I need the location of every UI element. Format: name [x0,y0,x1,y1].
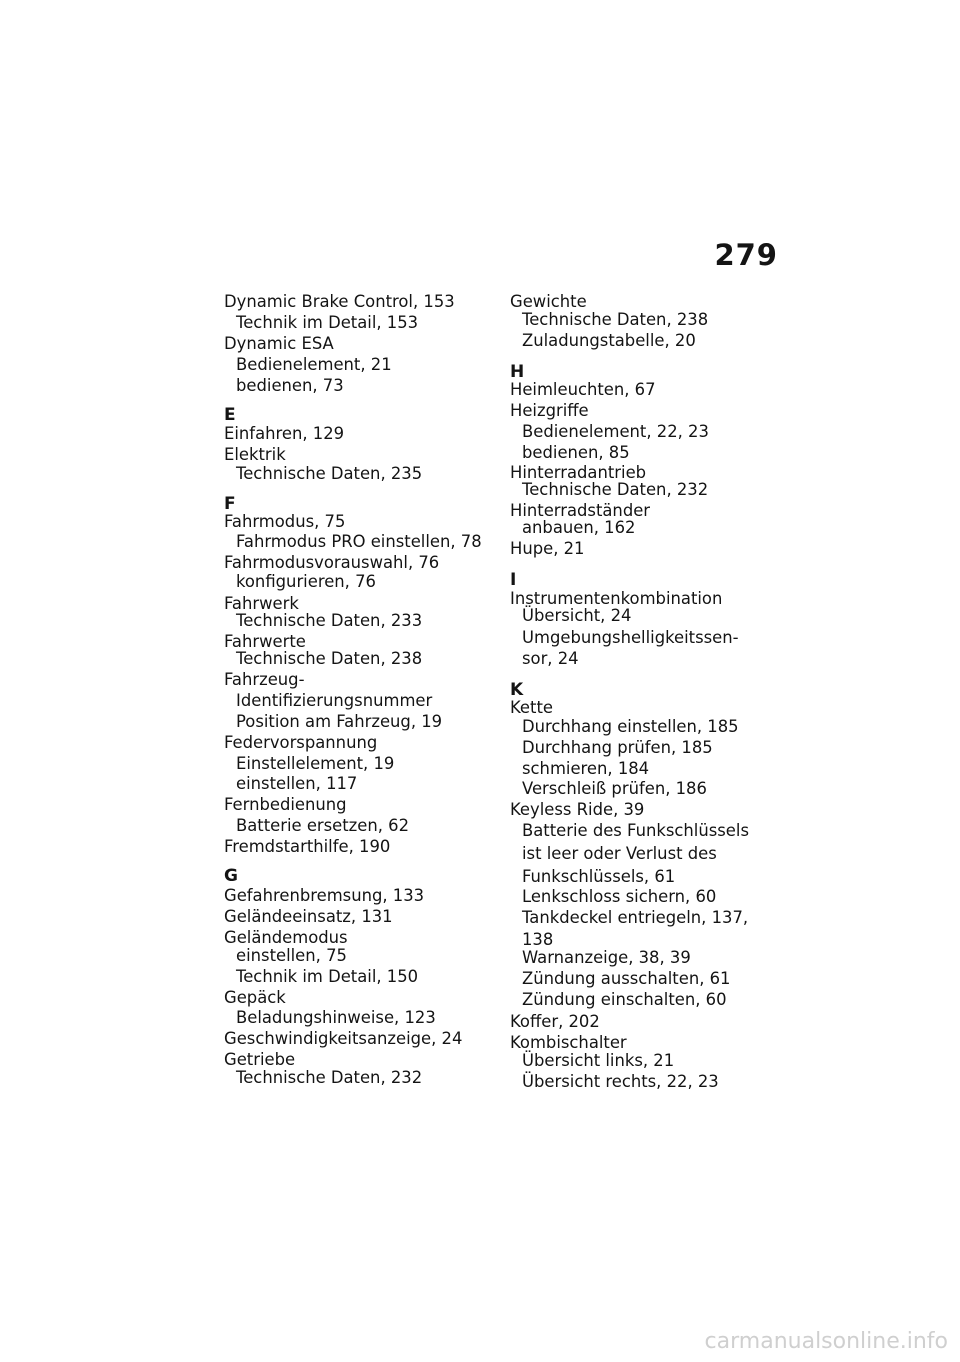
index-subentry: Batterie ersetzen, 62 [236,816,410,835]
index-subentry: Technische Daten, 238 [236,649,423,668]
index-subentry: einstellen, 117 [236,774,358,793]
index-entry: Fahrwerk [224,594,299,613]
index-entry: Hupe, 21 [510,539,585,558]
index-subentry: Technische Daten, 233 [236,611,423,630]
index-subentry: Technische Daten, 232 [236,1068,423,1087]
section-letter: F [224,494,236,514]
index-subentry: Warnanzeige, 38, 39 [522,948,691,967]
index-entry: Fernbedienung [224,795,347,814]
section-letter: I [510,570,517,590]
index-subentry: Identifizierungsnummer [236,691,433,710]
index-entry: Getriebe [224,1050,296,1069]
index-subentry: Übersicht, 24 [522,606,632,625]
index-subentry: Fahrmodus PRO einstellen, 78 [236,532,482,551]
index-subentry: Technik im Detail, 150 [236,967,419,986]
section-letter: H [510,362,525,382]
index-subentry: bedienen, 73 [236,376,344,395]
index-entry: Koffer, 202 [510,1012,600,1031]
index-entry: Elektrik [224,445,286,464]
index-subentry: sor, 24 [522,649,579,668]
index-subentry: Zündung ausschalten, 61 [522,969,731,988]
index-subentry: Umgebungshelligkeitssen- [522,628,739,647]
index-subentry: Übersicht links, 21 [522,1051,675,1070]
index-subentry: 138 [522,930,554,949]
index-subentry: Durchhang prüfen, 185 [522,738,713,757]
index-subentry: Technische Daten, 238 [522,310,709,329]
index-subentry: Technische Daten, 232 [522,480,709,499]
index-subentry: Übersicht rechts, 22, 23 [522,1072,719,1091]
index-entry: Keyless Ride, 39 [510,800,645,819]
section-letter: G [224,866,238,886]
index-subentry: Beladungshinweise, 123 [236,1008,436,1027]
index-entry: Instrumentenkombination [510,589,723,608]
index-entry: Heimleuchten, 67 [510,380,656,399]
index-entry: Dynamic ESA [224,334,334,353]
index-subentry: Bedienelement, 22, 23 [522,422,709,441]
index-subentry: schmieren, 184 [522,759,650,778]
index-subentry: Durchhang einstellen, 185 [522,717,739,736]
index-entry: Geschwindigkeitsanzeige, 24 [224,1029,463,1048]
index-entry: Kombischalter [510,1033,627,1052]
index-entry: Gewichte [510,292,587,311]
section-letter: E [224,405,236,425]
index-subentry: konfigurieren, 76 [236,572,376,591]
index-subentry: Zuladungstabelle, 20 [522,331,696,350]
index-subentry: Batterie des Funkschlüssels [522,821,749,840]
index-entry: Hinterradantrieb [510,463,647,482]
watermark: carmanualsonline.info [704,1329,948,1354]
index-entry: Gepäck [224,988,286,1007]
index-subentry: bedienen, 85 [522,443,630,462]
index-subentry: Technik im Detail, 153 [236,313,419,332]
index-entry: Gefahrenbremsung, 133 [224,886,425,905]
index-entry: Dynamic Brake Control, 153 [224,292,455,311]
index-entry: Fahrwerte [224,632,306,651]
page-number: 279 [714,238,778,272]
index-subentry: anbauen, 162 [522,518,636,537]
index-entry: Fahrzeug- [224,670,305,689]
index-entry: Geländemodus [224,928,348,947]
index-subentry: Einstellelement, 19 [236,754,395,773]
index-subentry: Tankdeckel entriegeln, 137, [522,908,749,927]
index-subentry: Position am Fahrzeug, 19 [236,712,443,731]
index-subentry: Verschleiß prüfen, 186 [522,779,707,798]
index-subentry: einstellen, 75 [236,946,347,965]
index-entry: Einfahren, 129 [224,424,345,443]
index-subentry: Technische Daten, 235 [236,464,423,483]
index-subentry: ist leer oder Verlust des [522,844,717,863]
index-entry: Hinterradständer [510,501,651,520]
index-entry: Fremdstarthilfe, 190 [224,837,391,856]
index-subentry: Lenkschloss sichern, 60 [522,887,717,906]
section-letter: K [510,680,524,700]
index-entry: Heizgriffe [510,401,589,420]
index-subentry: Bedienelement, 21 [236,355,392,374]
index-entry: Fahrmodus, 75 [224,512,346,531]
index-subentry: Zündung einschalten, 60 [522,990,727,1009]
index-entry: Kette [510,698,553,717]
index-subentry: Funkschlüssels, 61 [522,867,676,886]
index-entry: Federvorspannung [224,733,378,752]
index-entry: Fahrmodusvorauswahl, 76 [224,553,440,572]
index-entry: Geländeeinsatz, 131 [224,907,393,926]
